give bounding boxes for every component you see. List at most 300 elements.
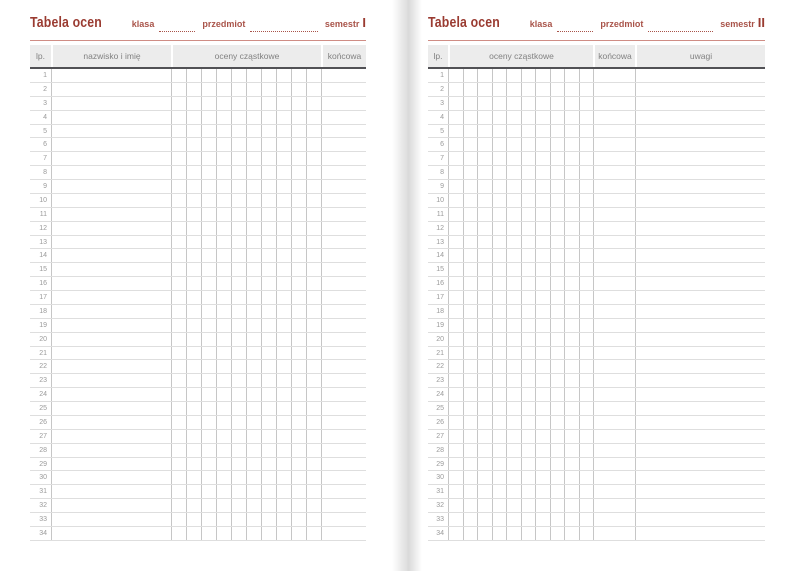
grade-cell	[216, 208, 231, 221]
row-number-cell: 4	[440, 113, 444, 121]
grade-cell	[231, 458, 246, 471]
grades-grid	[448, 69, 593, 82]
grade-cell	[579, 471, 594, 484]
grade-cell	[231, 263, 246, 276]
grade-cell	[535, 485, 550, 498]
grade-cell	[550, 249, 565, 262]
grade-cell	[171, 388, 186, 401]
grade-cell	[216, 83, 231, 96]
table-row	[30, 111, 366, 125]
grade-cell	[186, 527, 201, 540]
grade-cell	[231, 360, 246, 373]
table-row	[30, 485, 366, 499]
notes-cell	[635, 388, 765, 401]
grade-cell	[579, 333, 594, 346]
table-row	[428, 416, 765, 430]
grade-cell	[216, 527, 231, 540]
grade-cell	[550, 263, 565, 276]
grade-cell	[579, 444, 594, 457]
grade-cell	[306, 166, 321, 179]
grade-cell	[448, 236, 463, 249]
final-grade-cell	[321, 471, 366, 484]
grade-cell	[463, 83, 478, 96]
grade-cell	[276, 97, 291, 110]
grade-cell	[186, 305, 201, 318]
grade-cell	[276, 388, 291, 401]
row-number-cell: 11	[39, 210, 47, 218]
grade-cell	[521, 69, 536, 82]
table-row	[30, 471, 366, 485]
grade-cell	[477, 360, 492, 373]
grade-cell	[521, 152, 536, 165]
grade-cell	[535, 444, 550, 457]
name-cell	[51, 430, 171, 443]
grades-grid	[171, 138, 321, 151]
row-number-cell: 34	[436, 529, 444, 537]
row-number-cell: 14	[39, 252, 47, 260]
grade-cell	[291, 458, 306, 471]
klasa-blank-line	[159, 23, 195, 32]
page-title: Tabela ocen	[30, 14, 102, 31]
grade-cell	[477, 222, 492, 235]
table-row	[30, 125, 366, 139]
grade-cell	[579, 291, 594, 304]
grade-cell	[246, 374, 261, 387]
grade-cell	[506, 180, 521, 193]
grade-cell	[186, 83, 201, 96]
grade-cell	[477, 305, 492, 318]
przedmiot-blank-line	[250, 23, 318, 32]
grade-cell	[231, 249, 246, 262]
grades-grid	[171, 263, 321, 276]
final-grade-cell	[321, 277, 366, 290]
grade-cell	[216, 499, 231, 512]
grade-cell	[291, 83, 306, 96]
grade-cell	[564, 97, 579, 110]
grade-cell	[216, 416, 231, 429]
grade-cell	[246, 347, 261, 360]
grade-cell	[246, 402, 261, 415]
grade-cell	[477, 402, 492, 415]
grade-cell	[579, 388, 594, 401]
table-row	[30, 263, 366, 277]
grade-cell	[246, 138, 261, 151]
name-cell	[51, 222, 171, 235]
grade-cell	[463, 430, 478, 443]
final-grade-cell	[593, 83, 635, 96]
final-grade-cell	[321, 430, 366, 443]
grades-grid	[171, 222, 321, 235]
grade-cell	[492, 499, 507, 512]
row-number-cell: 24	[436, 391, 444, 399]
grade-cell	[291, 222, 306, 235]
grade-cell	[291, 360, 306, 373]
grade-cell	[492, 513, 507, 526]
grade-cell	[521, 194, 536, 207]
grade-cell	[579, 458, 594, 471]
table-row	[428, 180, 765, 194]
grade-cell	[448, 471, 463, 484]
grade-cell	[216, 513, 231, 526]
grade-cell	[246, 499, 261, 512]
row-number-cell: 33	[436, 516, 444, 523]
column-header-grades: oceny cząstkowe	[171, 45, 321, 67]
grade-cell	[564, 513, 579, 526]
grade-cell	[448, 402, 463, 415]
grade-cell	[535, 402, 550, 415]
grade-cell	[477, 194, 492, 207]
name-cell	[51, 347, 171, 360]
grade-cell	[261, 527, 276, 540]
grade-cell	[261, 388, 276, 401]
grade-cell	[216, 277, 231, 290]
table-row	[428, 485, 765, 499]
grade-cell	[506, 360, 521, 373]
grade-cell	[261, 166, 276, 179]
grade-cell	[261, 499, 276, 512]
grade-cell	[291, 125, 306, 138]
grade-cell	[492, 527, 507, 540]
grade-cell	[477, 180, 492, 193]
grade-cell	[448, 97, 463, 110]
name-cell	[51, 513, 171, 526]
grade-cell	[216, 111, 231, 124]
grade-cell	[261, 222, 276, 235]
grade-cell	[246, 527, 261, 540]
grade-cell	[276, 291, 291, 304]
grade-cell	[291, 152, 306, 165]
final-grade-cell	[593, 430, 635, 443]
grade-cell	[448, 319, 463, 332]
grade-cell	[216, 249, 231, 262]
grade-cell	[492, 138, 507, 151]
grade-cell	[463, 402, 478, 415]
grade-cell	[261, 513, 276, 526]
grade-cell	[171, 374, 186, 387]
final-grade-cell	[321, 499, 366, 512]
grade-cell	[201, 111, 216, 124]
grades-grid	[448, 402, 593, 415]
grades-grid	[171, 471, 321, 484]
grade-cell	[306, 388, 321, 401]
grade-cell	[246, 111, 261, 124]
grade-cell	[564, 458, 579, 471]
grade-cell	[477, 97, 492, 110]
grade-cell	[261, 347, 276, 360]
grade-cell	[216, 180, 231, 193]
grade-cell	[201, 499, 216, 512]
grade-cell	[448, 499, 463, 512]
grade-cell	[306, 444, 321, 457]
grade-cell	[492, 152, 507, 165]
page-title: Tabela ocen	[428, 14, 500, 31]
final-grade-cell	[593, 305, 635, 318]
grade-cell	[535, 194, 550, 207]
grade-cell	[216, 222, 231, 235]
grade-cell	[186, 499, 201, 512]
grade-cell	[564, 527, 579, 540]
row-number-cell: 7	[43, 155, 47, 163]
grade-cell	[521, 444, 536, 457]
grade-cell	[186, 430, 201, 443]
grade-cell	[463, 194, 478, 207]
grade-cell	[246, 485, 261, 498]
semestr-numeral: I	[362, 15, 366, 30]
grade-cell	[291, 430, 306, 443]
name-cell	[51, 444, 171, 457]
final-grade-cell	[321, 444, 366, 457]
grade-cell	[231, 499, 246, 512]
notes-cell	[635, 347, 765, 360]
grade-cell	[186, 152, 201, 165]
grade-cell	[171, 111, 186, 124]
grade-cell	[201, 194, 216, 207]
grade-cell	[246, 166, 261, 179]
grade-cell	[448, 263, 463, 276]
final-grade-cell	[593, 527, 635, 540]
grade-cell	[276, 249, 291, 262]
table-row	[30, 402, 366, 416]
grade-cell	[291, 97, 306, 110]
grade-cell	[521, 416, 536, 429]
grade-cell	[477, 152, 492, 165]
grades-grid	[171, 319, 321, 332]
grade-cell	[171, 277, 186, 290]
grade-cell	[186, 194, 201, 207]
grade-cell	[306, 485, 321, 498]
grade-cell	[276, 333, 291, 346]
notes-cell	[635, 471, 765, 484]
grade-cell	[579, 208, 594, 221]
grade-cell	[261, 125, 276, 138]
row-number-cell: 2	[43, 85, 47, 93]
grades-grid	[171, 83, 321, 96]
table-header	[428, 45, 765, 69]
grade-cell	[261, 236, 276, 249]
grade-cell	[492, 430, 507, 443]
grade-cell	[521, 319, 536, 332]
final-grade-cell	[321, 416, 366, 429]
grades-grid	[171, 305, 321, 318]
grade-cell	[448, 333, 463, 346]
grade-cell	[535, 236, 550, 249]
grade-cell	[448, 249, 463, 262]
final-grade-cell	[321, 333, 366, 346]
przedmiot-label: przedmiot	[202, 19, 246, 29]
grade-cell	[261, 277, 276, 290]
grade-cell	[216, 97, 231, 110]
grade-cell	[246, 263, 261, 276]
grade-cell	[246, 180, 261, 193]
column-header-grades: oceny cząstkowe	[448, 45, 593, 67]
grade-cell	[171, 97, 186, 110]
grade-cell	[579, 527, 594, 540]
row-number-cell: 23	[436, 377, 444, 385]
grade-cell	[550, 152, 565, 165]
grade-cell	[521, 166, 536, 179]
table-row	[428, 166, 765, 180]
grade-cell	[492, 166, 507, 179]
grade-cell	[463, 458, 478, 471]
przedmiot-blank-line	[648, 23, 713, 32]
row-number-cell: 29	[436, 460, 444, 468]
grade-cell	[579, 319, 594, 332]
grade-cell	[201, 97, 216, 110]
grade-cell	[550, 388, 565, 401]
grade-cell	[171, 166, 186, 179]
grade-cell	[506, 527, 521, 540]
grade-cell	[186, 319, 201, 332]
grades-grid	[448, 263, 593, 276]
grade-cell	[246, 125, 261, 138]
row-number-cell: 11	[436, 210, 444, 218]
grade-cell	[463, 444, 478, 457]
grade-cell	[291, 374, 306, 387]
row-number-cell: 31	[436, 488, 444, 496]
row-number-cell: 7	[440, 155, 444, 163]
grade-cell	[201, 347, 216, 360]
grade-cell	[506, 333, 521, 346]
final-grade-cell	[593, 388, 635, 401]
table-row	[30, 305, 366, 319]
grade-cell	[550, 222, 565, 235]
grade-cell	[463, 513, 478, 526]
grade-cell	[564, 180, 579, 193]
grade-cell	[506, 444, 521, 457]
grade-cell	[276, 263, 291, 276]
grade-cell	[201, 402, 216, 415]
grade-cell	[186, 513, 201, 526]
grade-cell	[535, 138, 550, 151]
final-grade-cell	[321, 97, 366, 110]
table-row	[30, 360, 366, 374]
grade-cell	[550, 166, 565, 179]
grade-cell	[477, 444, 492, 457]
row-number-cell: 17	[39, 294, 47, 301]
grades-grid	[448, 430, 593, 443]
grade-cell	[463, 319, 478, 332]
grade-cell	[306, 125, 321, 138]
table-row	[30, 430, 366, 444]
grade-cell	[291, 416, 306, 429]
table-row	[30, 277, 366, 291]
grade-cell	[276, 208, 291, 221]
grade-cell	[261, 471, 276, 484]
final-grade-cell	[593, 499, 635, 512]
final-grade-cell	[321, 249, 366, 262]
grade-cell	[521, 236, 536, 249]
grade-cell	[550, 194, 565, 207]
grade-cell	[276, 374, 291, 387]
grade-cell	[564, 138, 579, 151]
notes-cell	[635, 194, 765, 207]
column-header-lp: lp.	[428, 45, 448, 67]
grade-cell	[261, 458, 276, 471]
table-row	[428, 430, 765, 444]
grade-cell	[477, 499, 492, 512]
grades-grid	[448, 125, 593, 138]
grades-grid	[171, 236, 321, 249]
grade-cell	[506, 69, 521, 82]
final-grade-cell	[321, 388, 366, 401]
name-cell	[51, 69, 171, 82]
grade-cell	[231, 222, 246, 235]
grade-cell	[291, 277, 306, 290]
grade-cell	[463, 222, 478, 235]
grade-cell	[216, 333, 231, 346]
grade-cell	[477, 485, 492, 498]
grade-cell	[261, 208, 276, 221]
grade-cell	[535, 166, 550, 179]
grade-cell	[231, 83, 246, 96]
grade-cell	[579, 305, 594, 318]
final-grade-cell	[593, 416, 635, 429]
grade-cell	[306, 430, 321, 443]
grade-cell	[201, 374, 216, 387]
grade-cell	[448, 374, 463, 387]
grade-cell	[477, 319, 492, 332]
grade-cell	[201, 249, 216, 262]
row-number-cell: 26	[39, 418, 47, 426]
grade-cell	[231, 402, 246, 415]
grade-cell	[521, 138, 536, 151]
grade-cell	[231, 333, 246, 346]
grade-cell	[186, 347, 201, 360]
notes-cell	[635, 485, 765, 498]
grade-cell	[448, 208, 463, 221]
klasa-label: klasa	[529, 19, 553, 29]
grade-cell	[463, 208, 478, 221]
grade-cell	[231, 291, 246, 304]
grade-cell	[291, 208, 306, 221]
grade-cell	[306, 305, 321, 318]
notes-cell	[635, 166, 765, 179]
grade-cell	[231, 319, 246, 332]
final-grade-cell	[593, 249, 635, 262]
grade-cell	[306, 333, 321, 346]
grade-cell	[550, 83, 565, 96]
grade-cell	[231, 347, 246, 360]
grade-cell	[201, 430, 216, 443]
row-number-cell: 28	[39, 446, 47, 454]
page-header	[428, 14, 765, 34]
final-grade-cell	[593, 194, 635, 207]
grade-cell	[521, 458, 536, 471]
grades-grid	[448, 152, 593, 165]
grade-cell	[550, 180, 565, 193]
grade-cell	[186, 471, 201, 484]
grade-cell	[201, 152, 216, 165]
grade-cell	[276, 83, 291, 96]
grade-cell	[171, 527, 186, 540]
grade-cell	[506, 111, 521, 124]
final-grade-cell	[593, 319, 635, 332]
row-number-cell: 32	[39, 502, 47, 510]
grade-cell	[506, 458, 521, 471]
grade-cell	[492, 277, 507, 290]
grade-cell	[201, 125, 216, 138]
grade-cell	[579, 236, 594, 249]
grades-grid	[171, 347, 321, 360]
grade-cell	[276, 319, 291, 332]
grade-cell	[186, 208, 201, 221]
grade-cell	[306, 416, 321, 429]
grade-cell	[564, 471, 579, 484]
grade-cell	[231, 305, 246, 318]
grades-grid	[448, 360, 593, 373]
grade-cell	[463, 471, 478, 484]
row-number-cell: 29	[39, 460, 47, 468]
